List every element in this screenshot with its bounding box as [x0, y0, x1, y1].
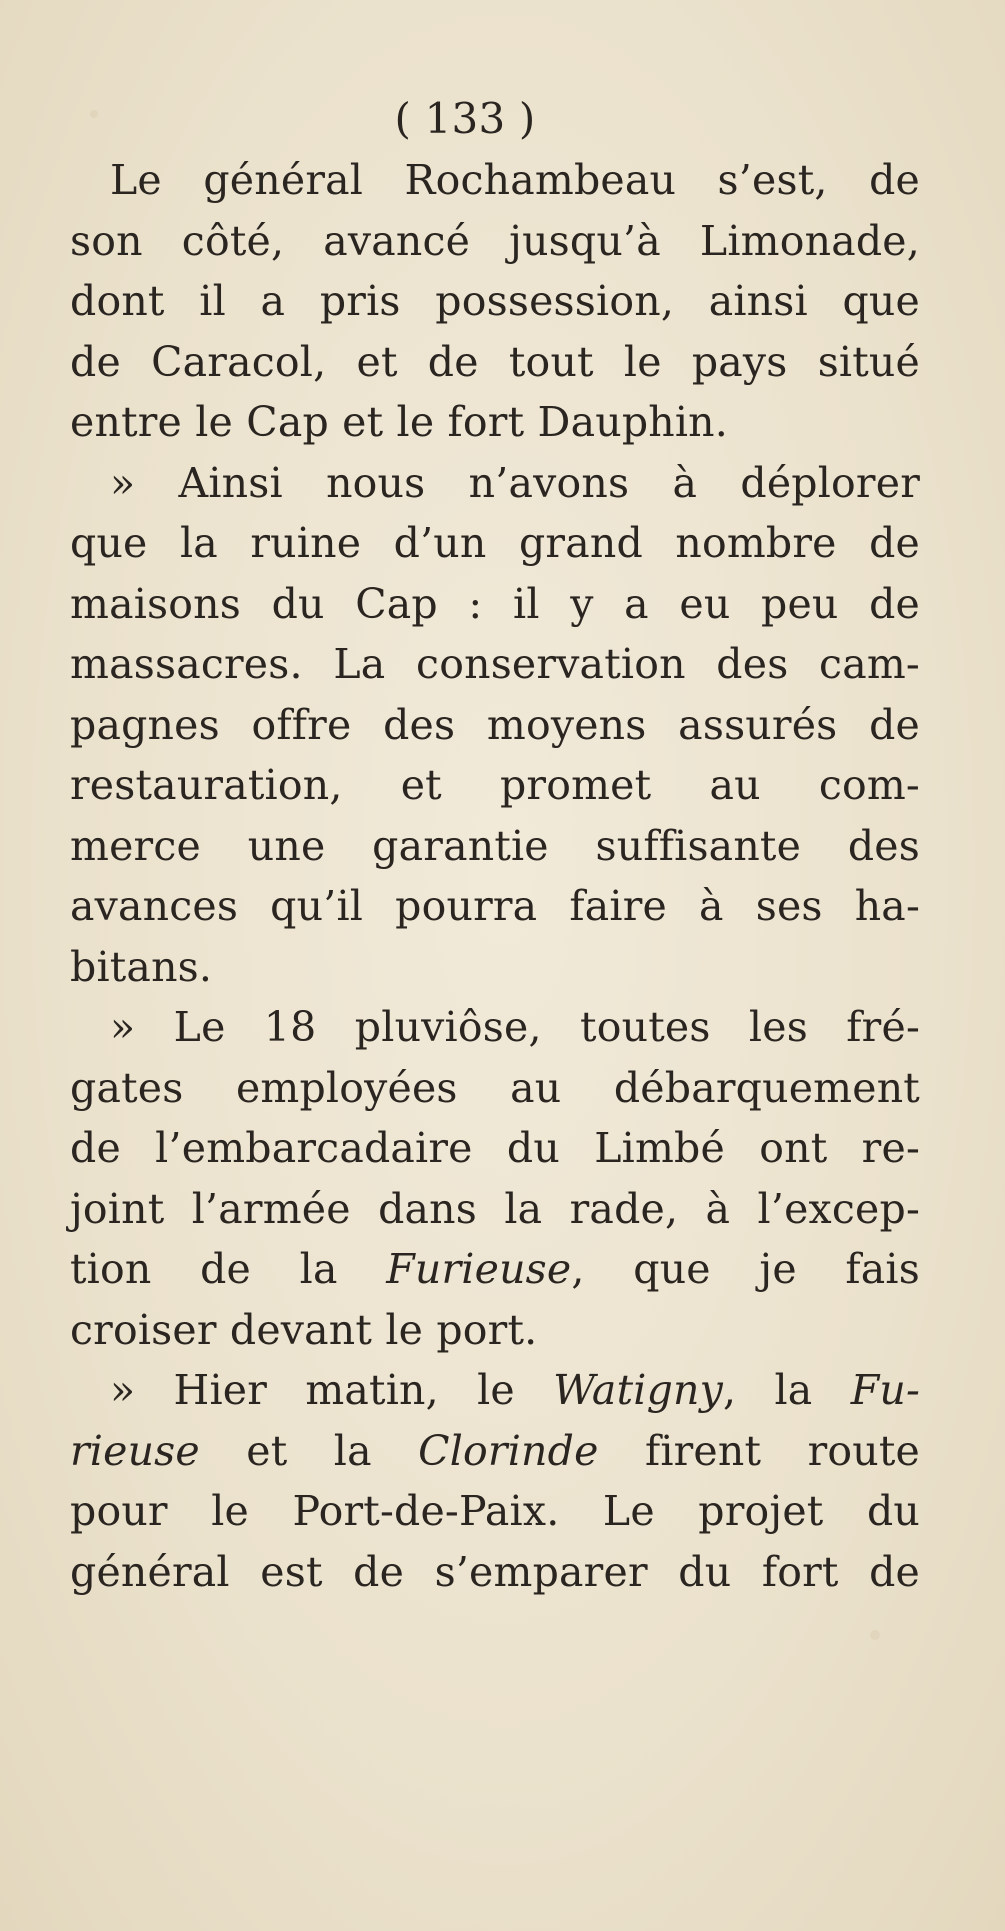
- text-line: que la ruine d’un grand nombre de: [70, 519, 920, 567]
- paragraph: [70, 150, 920, 453]
- ship-name-italic: Fu-: [850, 1366, 920, 1414]
- ship-name-italic: rieuse: [70, 1426, 200, 1475]
- text-line: pour le Port-de-Paix. Le projet du: [70, 1487, 920, 1535]
- text-run: , que je fais: [571, 1245, 920, 1293]
- foxing-spot: [870, 1630, 880, 1640]
- text-line: son côté, avancé jusqu’à Limonade,: [70, 216, 920, 265]
- text-line: » Le 18 pluviôse, toutes les fré-: [110, 1003, 920, 1051]
- paragraph: [70, 453, 920, 998]
- text-line: entre le Cap et le fort Dauphin.: [70, 398, 729, 446]
- ship-name-italic: Clorinde: [418, 1426, 599, 1475]
- text-line: avances qu’il pourra faire à ses ha-: [70, 882, 920, 930]
- text-run: » Hier matin, le: [110, 1366, 554, 1414]
- text-line: joint l’armée dans la rade, à l’excep-: [70, 1184, 920, 1233]
- text-line: [70, 1360, 920, 1421]
- text-line: gates employées au débarquement: [70, 1063, 920, 1112]
- text-run: tion de la: [70, 1245, 387, 1293]
- page-number: ( 133 ): [394, 94, 536, 143]
- text-run: , la: [722, 1366, 851, 1414]
- text-line: de Caracol, et de tout le pays situé: [70, 337, 920, 386]
- text-line: maisons du Cap : il y a eu peu de: [70, 579, 920, 628]
- text-line: de l’embarcadaire du Limbé ont re-: [70, 1124, 920, 1172]
- text-line: Le général Rochambeau s’est, de: [110, 156, 920, 204]
- text-run: firent route: [598, 1426, 920, 1475]
- text-line: général est de s’emparer du fort de: [70, 1547, 920, 1596]
- text-line: dont il a pris possession, ainsi que: [70, 277, 920, 325]
- text-line: [70, 1239, 920, 1300]
- text-line: bitans.: [70, 942, 213, 991]
- paragraph: [70, 1360, 920, 1602]
- text-run: et la: [199, 1426, 419, 1475]
- paragraph: [70, 997, 920, 1360]
- ship-name-italic: Watigny: [553, 1366, 723, 1414]
- text-line: [70, 1421, 920, 1482]
- text-line: restauration, et promet au com-: [70, 761, 920, 809]
- text-line: massacres. La conservation des cam-: [70, 640, 920, 688]
- text-line: pagnes offre des moyens assurés de: [70, 700, 920, 749]
- ship-name-italic: Furieuse: [386, 1245, 572, 1293]
- text-line: croiser devant le port.: [70, 1305, 538, 1354]
- page-text: [70, 88, 920, 1602]
- text-line: merce une garantie suffisante des: [70, 821, 920, 870]
- text-line: » Ainsi nous n’avons à déplorer: [110, 458, 920, 507]
